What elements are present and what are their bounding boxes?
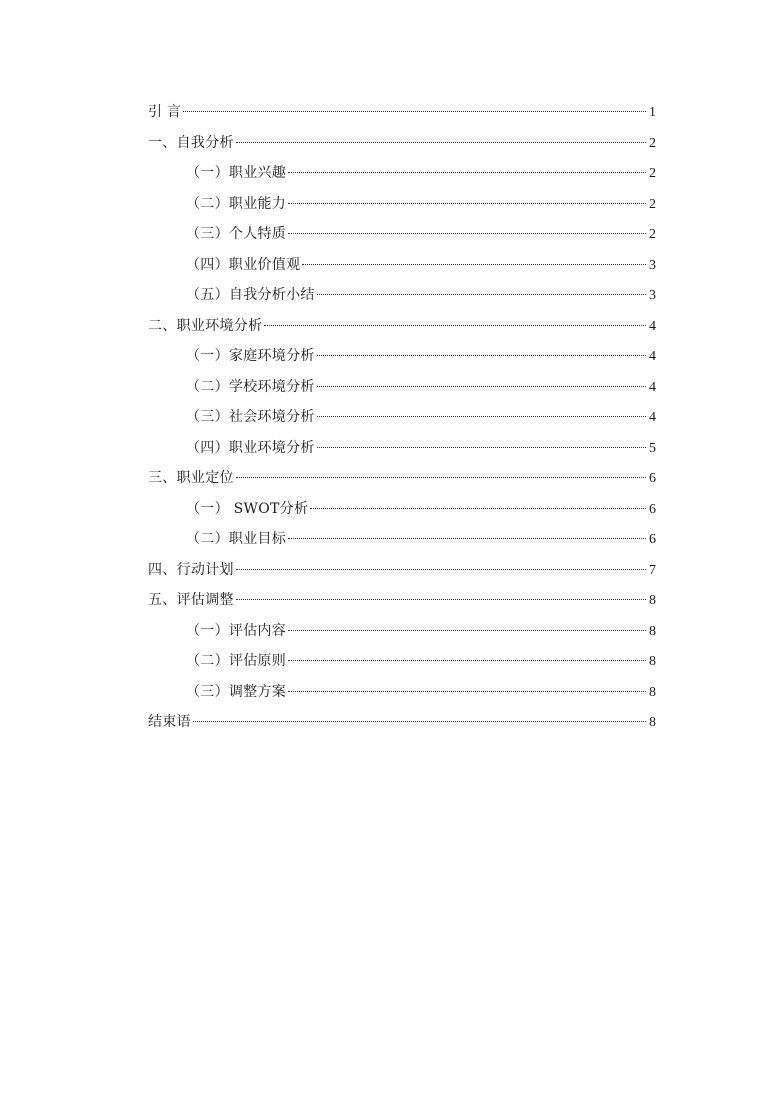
toc-entry-self-analysis[interactable] — [148, 128, 656, 159]
toc-entry-personal-traits[interactable] — [148, 219, 656, 250]
toc-leader-dots — [317, 416, 646, 417]
toc-entry-social-environment[interactable] — [148, 402, 656, 433]
toc-entry-label: （二）职业能力 — [186, 195, 287, 212]
toc-entry-swot-analysis[interactable] — [148, 494, 656, 525]
toc-entry-career-ability[interactable] — [148, 189, 656, 220]
toc-entry-label: （四）职业价值观 — [186, 256, 301, 273]
toc-entry-label: 三、职业定位 — [148, 470, 234, 486]
toc-entry-career-positioning[interactable] — [148, 463, 656, 494]
toc-entry-label: （三）社会环境分析 — [186, 409, 315, 425]
toc-entry-conclusion[interactable] — [148, 707, 656, 738]
toc-page-number: 2 — [649, 196, 656, 212]
toc-entry-self-analysis-summary[interactable] — [148, 280, 656, 311]
toc-entry-label: （二）职业目标 — [186, 531, 287, 547]
toc-entry-family-environment[interactable] — [148, 341, 656, 372]
toc-page-number: 7 — [649, 562, 656, 578]
toc-leader-dots — [288, 538, 646, 539]
toc-leader-dots — [317, 447, 646, 448]
toc-entry-label: 一、自我分析 — [148, 134, 234, 151]
toc-page-number: 8 — [649, 593, 656, 608]
toc-entry-label: （四）职业环境分析 — [186, 439, 315, 456]
toc-leader-dots — [193, 721, 646, 722]
toc-page-number: 8 — [649, 623, 656, 639]
toc-page-number: 8 — [649, 654, 656, 669]
toc-entry-label: 五、评估调整 — [148, 592, 234, 608]
toc-entry-career-values[interactable] — [148, 250, 656, 281]
toc-entry-label: 四、行动计划 — [148, 561, 234, 578]
toc-page-number: 8 — [649, 715, 656, 730]
toc-entry-label: 二、职业环境分析 — [148, 317, 263, 334]
toc-entry-label: （三）调整方案 — [186, 683, 287, 700]
toc-entry-label: （三）个人特质 — [186, 226, 287, 242]
toc-page-number: 2 — [649, 227, 656, 242]
toc-leader-dots — [183, 111, 646, 112]
toc-page-number: 8 — [649, 684, 656, 700]
toc-page-number: 3 — [649, 257, 656, 273]
toc-leader-dots — [317, 355, 646, 356]
toc-page-number: 3 — [649, 288, 656, 303]
toc-leader-dots — [317, 386, 646, 387]
toc-leader-dots — [288, 630, 646, 631]
toc-entry-adjustment-plan[interactable] — [148, 677, 656, 708]
toc-entry-intro[interactable] — [148, 97, 656, 128]
toc-entry-label: 结束语 — [148, 714, 191, 730]
toc-page-number: 5 — [649, 440, 656, 456]
toc-leader-dots — [236, 599, 646, 600]
toc-page-number: 4 — [649, 349, 656, 364]
toc-entry-label: （二）学校环境分析 — [186, 378, 315, 395]
toc-page-number: 6 — [649, 471, 656, 486]
toc-page-number: 2 — [649, 135, 656, 151]
toc-entry-career-interest[interactable] — [148, 158, 656, 189]
toc-page-number: 4 — [649, 379, 656, 395]
toc-leader-dots — [236, 477, 646, 478]
toc-leader-dots — [236, 569, 646, 570]
toc-leader-dots — [288, 233, 646, 234]
toc-entry-action-plan[interactable] — [148, 555, 656, 586]
toc-leader-dots — [310, 508, 646, 509]
toc-page-number: 4 — [649, 318, 656, 334]
toc-leader-dots — [288, 203, 646, 204]
toc-leader-dots — [288, 691, 646, 692]
toc-entry-label: （五）自我分析小结 — [186, 287, 315, 303]
toc-entry-evaluation-adjustment[interactable] — [148, 585, 656, 616]
toc-leader-dots — [288, 660, 646, 661]
toc-entry-label: （一）家庭环境分析 — [186, 348, 315, 364]
toc-entry-label: （二）评估原则 — [186, 653, 287, 669]
toc-entry-label: 引 言 — [148, 104, 182, 120]
toc-page-number: 1 — [649, 105, 656, 120]
toc-entry-evaluation-content[interactable] — [148, 616, 656, 647]
toc-entry-evaluation-principles[interactable] — [148, 646, 656, 677]
toc-entry-label: （一）职业兴趣 — [186, 165, 287, 181]
toc-leader-dots — [288, 172, 646, 173]
toc-leader-dots — [317, 294, 646, 295]
toc-page-number: 6 — [649, 501, 656, 517]
toc-entry-career-environment[interactable] — [148, 311, 656, 342]
toc-leader-dots — [264, 325, 646, 326]
toc-page-number: 4 — [649, 410, 656, 425]
toc-entry-school-environment[interactable] — [148, 372, 656, 403]
toc-entry-label: （一） SWOT分析 — [186, 500, 309, 517]
toc-entry-label: （一）评估内容 — [186, 622, 287, 639]
toc-page-number: 6 — [649, 532, 656, 547]
toc-entry-career-goals[interactable] — [148, 524, 656, 555]
table-of-contents — [148, 97, 656, 738]
toc-page-number: 2 — [649, 166, 656, 181]
toc-leader-dots — [236, 142, 646, 143]
toc-entry-occupational-environment[interactable] — [148, 433, 656, 464]
toc-leader-dots — [302, 264, 646, 265]
